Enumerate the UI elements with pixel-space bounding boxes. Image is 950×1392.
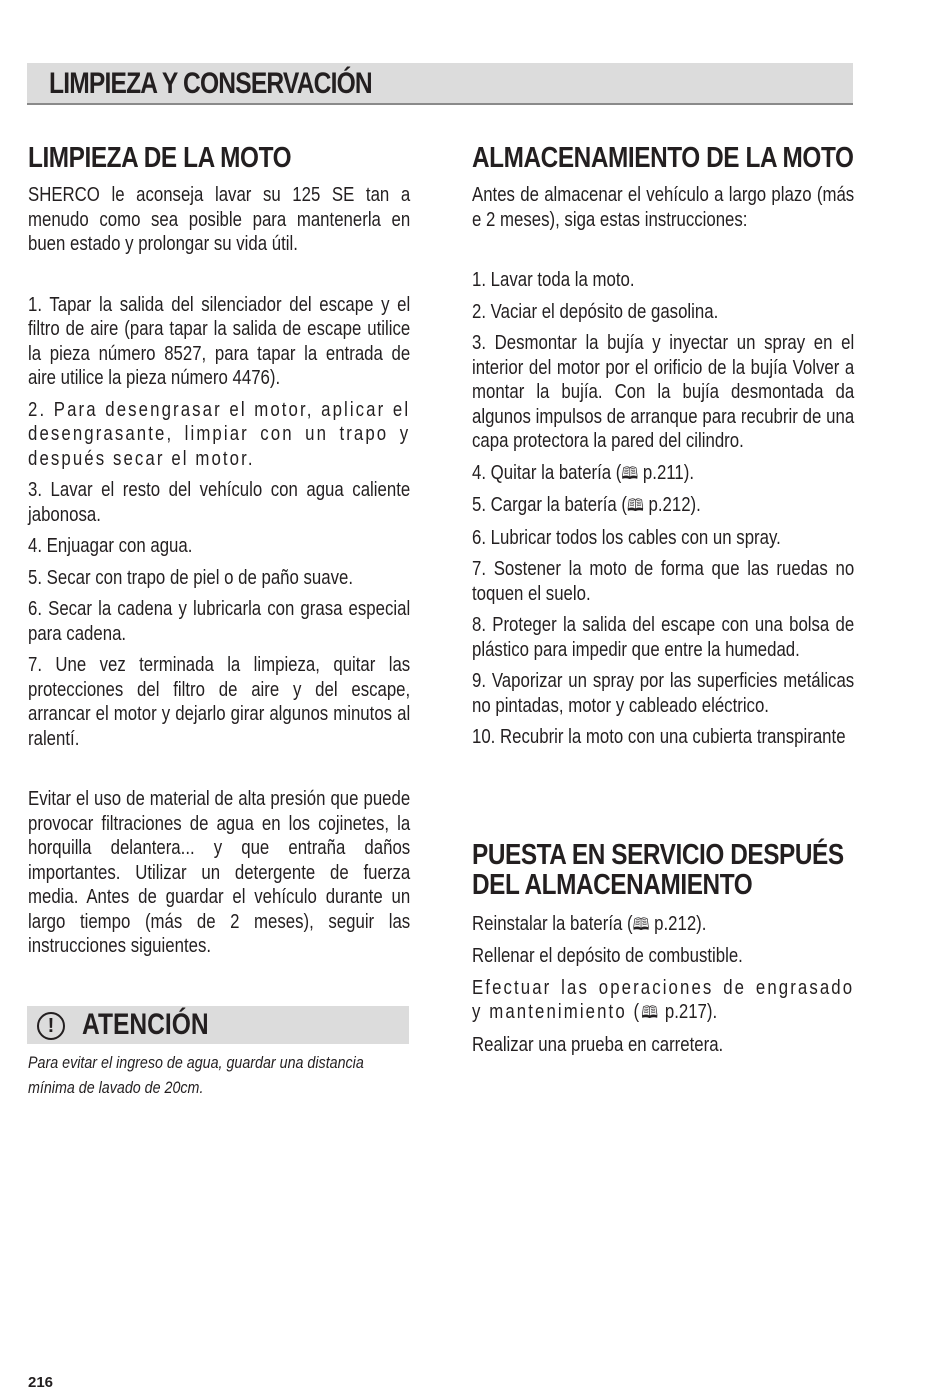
right-column bbox=[472, 140, 854, 1057]
cleaning-intro: SHERCO le aconseja lavar su 125 SE tan a menudo como sea posible para mantenerla en buen estado y prolongar su vida útil. bbox=[28, 184, 411, 255]
storage-step-4 bbox=[472, 461, 854, 487]
service-line-1 bbox=[472, 912, 854, 938]
cleaning-title: LIMPIEZA DE LA MOTO bbox=[28, 142, 292, 174]
service-line-3-text: Efectuar las operaciones de engrasado y mantenimiento ( bbox=[472, 976, 855, 1023]
storage-title: ALMACENAMIENTO DE LA MOTO bbox=[472, 142, 854, 174]
service-title: PUESTA EN SERVICIO DESPUÉS DEL ALMACENAMIENTO bbox=[472, 838, 844, 901]
storage-step-8: 8. Proteger la salida del escape con una bolsa de plástico para impedir que entre la humedad. bbox=[472, 614, 855, 661]
page-title: LIMPIEZA Y CONSERVACIÓN bbox=[49, 67, 372, 100]
book-icon: 🕮 bbox=[621, 463, 639, 484]
service-line-1-text: Reinstalar la batería ( bbox=[472, 912, 633, 935]
storage-intro: Antes de almacenar el vehículo a largo plazo (más e 2 meses), siga estas instrucciones: bbox=[472, 184, 855, 231]
attention-title: ATENCIÓN bbox=[82, 1008, 209, 1041]
storage-step-10: 10. Recubrir la moto con una cubierta transpirante bbox=[472, 726, 846, 748]
cleaning-step-7: 7. Une vez terminada la limpieza, quitar las protecciones del filtro de aire y del escape, arrancar el motor y dejarlo girar algunos minutos al ralentí. bbox=[28, 654, 411, 750]
storage-step-1: 1. Lavar toda la moto. bbox=[472, 269, 635, 291]
exclamation-circle-icon: ! bbox=[37, 1012, 65, 1040]
book-icon: 🕮 bbox=[632, 914, 650, 935]
service-line-3 bbox=[472, 976, 854, 1026]
left-column bbox=[28, 140, 410, 959]
service-line-2: Rellenar el depósito de combustible. bbox=[472, 945, 743, 967]
storage-step-9: 9. Vaporizar un spray por las superficies metálicas no pintadas, motor y cableado eléctrico. bbox=[472, 670, 855, 717]
attention-text: Para evitar el ingreso de agua, guardar una distancia mínima de lavado de 20cm. bbox=[28, 1053, 364, 1097]
storage-step-2: 2. Vaciar el depósito de gasolina. bbox=[472, 300, 719, 323]
storage-step-4-text: 4. Quitar la batería ( bbox=[472, 461, 622, 484]
attention-box bbox=[27, 1006, 409, 1044]
high-pressure-warning: Evitar el uso de material de alta presión que puede provocar filtraciones de agua en los cojinetes, la horquilla delantera... y que entraña daños importantes. Utilizar un detergente de fuerza media. Antes de guardar el vehículo durante un largo tiempo (más de 2 meses), seguir las instrucciones siguientes. bbox=[28, 788, 411, 957]
storage-step-7: 7. Sostener la moto de forma que las ruedas no toquen el suelo. bbox=[472, 558, 855, 605]
cleaning-step-4: 4. Enjuagar con agua. bbox=[28, 535, 193, 557]
service-line-3-ref[interactable]: p.217). bbox=[664, 1001, 718, 1023]
service-line-4: Realizar una prueba en carretera. bbox=[472, 1033, 724, 1056]
page-number: 216 bbox=[28, 1374, 54, 1391]
cleaning-step-6: 6. Secar la cadena y lubricarla con grasa especial para cadena. bbox=[28, 598, 411, 645]
storage-step-3: 3. Desmontar la bujía y inyectar un spray en el interior del motor por el orificio de la bujía Volver a montar la bujía. Con la bujía desmontada da algunos impulsos de arranque para recubrir de una capa protectora la pared del cilindro. bbox=[472, 332, 855, 452]
book-icon: 🕮 bbox=[627, 496, 644, 516]
cleaning-step-5: 5. Secar con trapo de piel o de paño suave. bbox=[28, 566, 354, 589]
storage-step-5 bbox=[472, 493, 854, 519]
cleaning-step-2: 2. Para desengrasar el motor, aplicar el desengrasante, limpiar con un trapo y después secar el motor. bbox=[28, 398, 411, 470]
book-icon: 🕮 bbox=[641, 1003, 659, 1023]
storage-step-4-ref[interactable]: p.211). bbox=[642, 461, 694, 484]
service-line-1-ref[interactable]: p.212). bbox=[654, 912, 707, 935]
cleaning-step-1: 1. Tapar la salida del silenciador del escape y el filtro de aire (para tapar la salida de escape utilice la pieza número 8527, para tapar la entrada de aire utilice la pieza número 4476). bbox=[28, 293, 411, 389]
storage-step-6: 6. Lubricar todos los cables con un spray. bbox=[472, 526, 781, 549]
storage-step-5-text: 5. Cargar la batería ( bbox=[472, 494, 628, 516]
storage-step-5-ref[interactable]: p.212). bbox=[648, 494, 701, 516]
section-header-bar bbox=[27, 63, 853, 105]
cleaning-step-3: 3. Lavar el resto del vehículo con agua caliente jabonosa. bbox=[28, 479, 411, 526]
